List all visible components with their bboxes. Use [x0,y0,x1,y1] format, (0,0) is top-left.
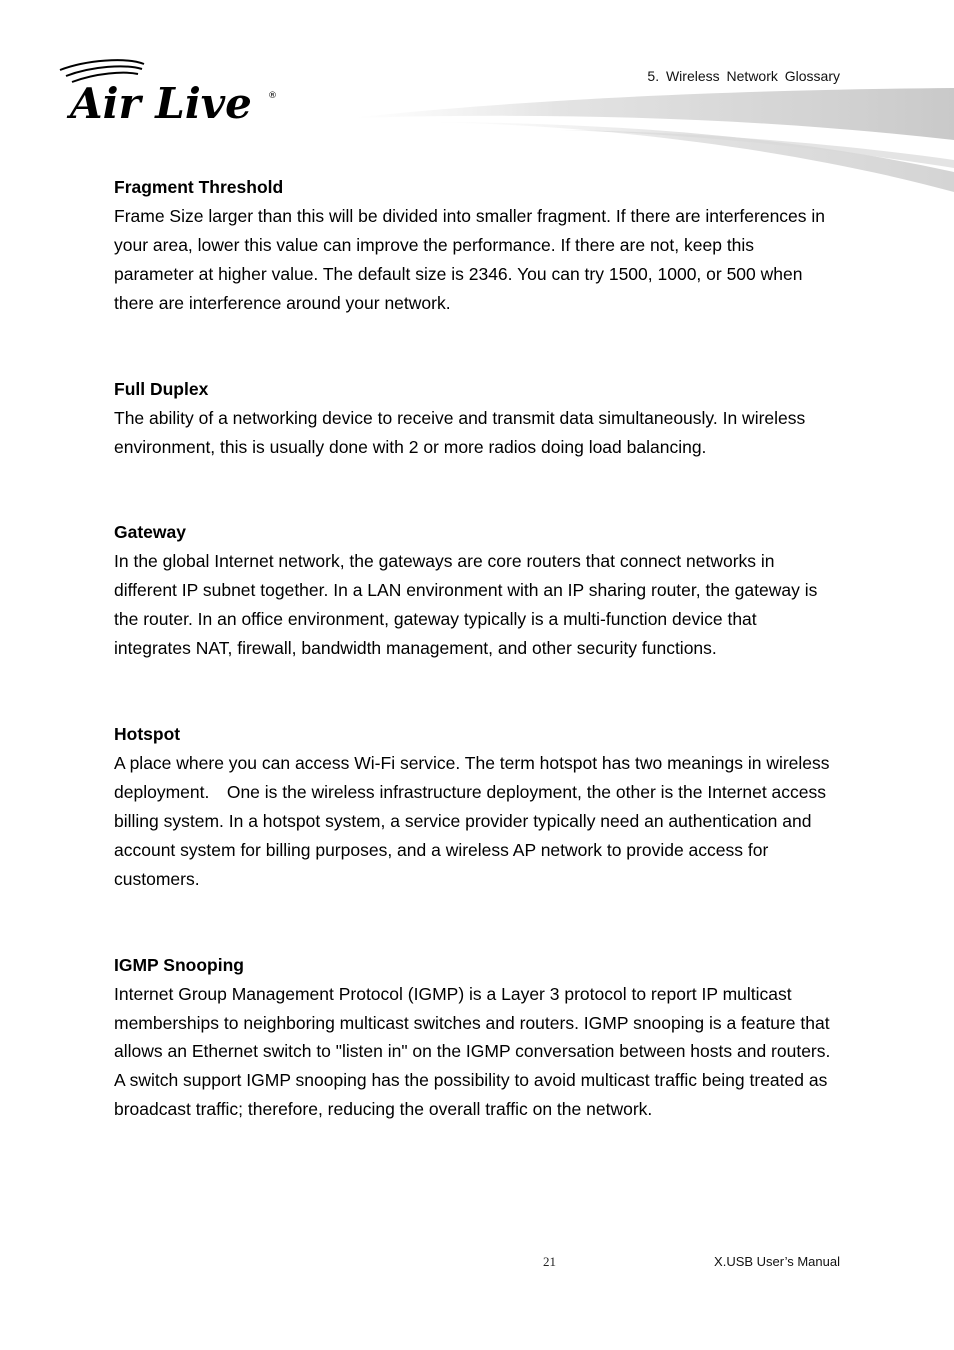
glossary-definition: A place where you can access Wi-Fi service. The term hotspot has two meanings in wireless deployment. One is the wireless infrastructure deployment, the other is the Internet access billing system. In a hotspot system, a service provider typically need an authentication and account system for billing purposes, and a wireless AP network to provide access for customers. [114,753,830,889]
glossary-term: Fragment Threshold [114,177,284,197]
glossary-term: Gateway [114,522,186,543]
manual-name: X.USB User’s Manual [714,1254,840,1269]
svg-text:Air Live: Air Live [70,79,252,128]
glossary-term: Hotspot [114,724,181,745]
glossary-term: IGMP Snooping [114,954,244,975]
glossary-term: Full Duplex [114,378,209,399]
glossary-entry-hotspot [114,721,834,894]
page-number: 21 [543,1254,556,1269]
airlive-logo-image [56,58,286,128]
svg-text:®: ® [268,91,277,101]
glossary-definition: In the global Internet network, the gateways are core routers that connect networks in different IP subnet together. In a LAN environment with an IP sharing router, the gateway is the router. In an office environment, gateway typically is a multi-function device that integrates NAT, firewall, bandwidth management, and other security functions. [114,551,818,659]
glossary-definition: The ability of a networking device to receive and transmit data simultaneously. In wireless environment, this is usually done with 2 or more radios doing load balancing. [114,407,806,457]
chapter-title: 5. Wireless Network Glossary [647,68,840,84]
airlive-logo [56,58,286,128]
glossary-content [114,174,834,1182]
glossary-definition: Frame Size larger than this will be divided into smaller fragment. If there are interferences in your area, lower this value can improve the performance. If there are not, keep this parameter at higher value. The default size is 2346. You can try 1500, 1000, or 500 when there are interference around your network. [114,206,826,313]
glossary-entry-full-duplex [114,376,834,462]
glossary-definition: Internet Group Management Protocol (IGMP) is a Layer 3 protocol to report IP multicast memberships to neighboring multicast switches and routers. IGMP snooping is a feature that allows an Ethernet switch to "listen in" on the IGMP conversation between hosts and routers. A switch support IGMP snooping has the possibility to avoid multicast traffic being treated as broadcast traffic; therefore, reducing the overall traffic on the network. [114,983,831,1120]
glossary-entry-igmp-snooping [114,952,834,1125]
glossary-entry-gateway [114,519,834,663]
glossary-entry-fragment-threshold [114,174,834,318]
